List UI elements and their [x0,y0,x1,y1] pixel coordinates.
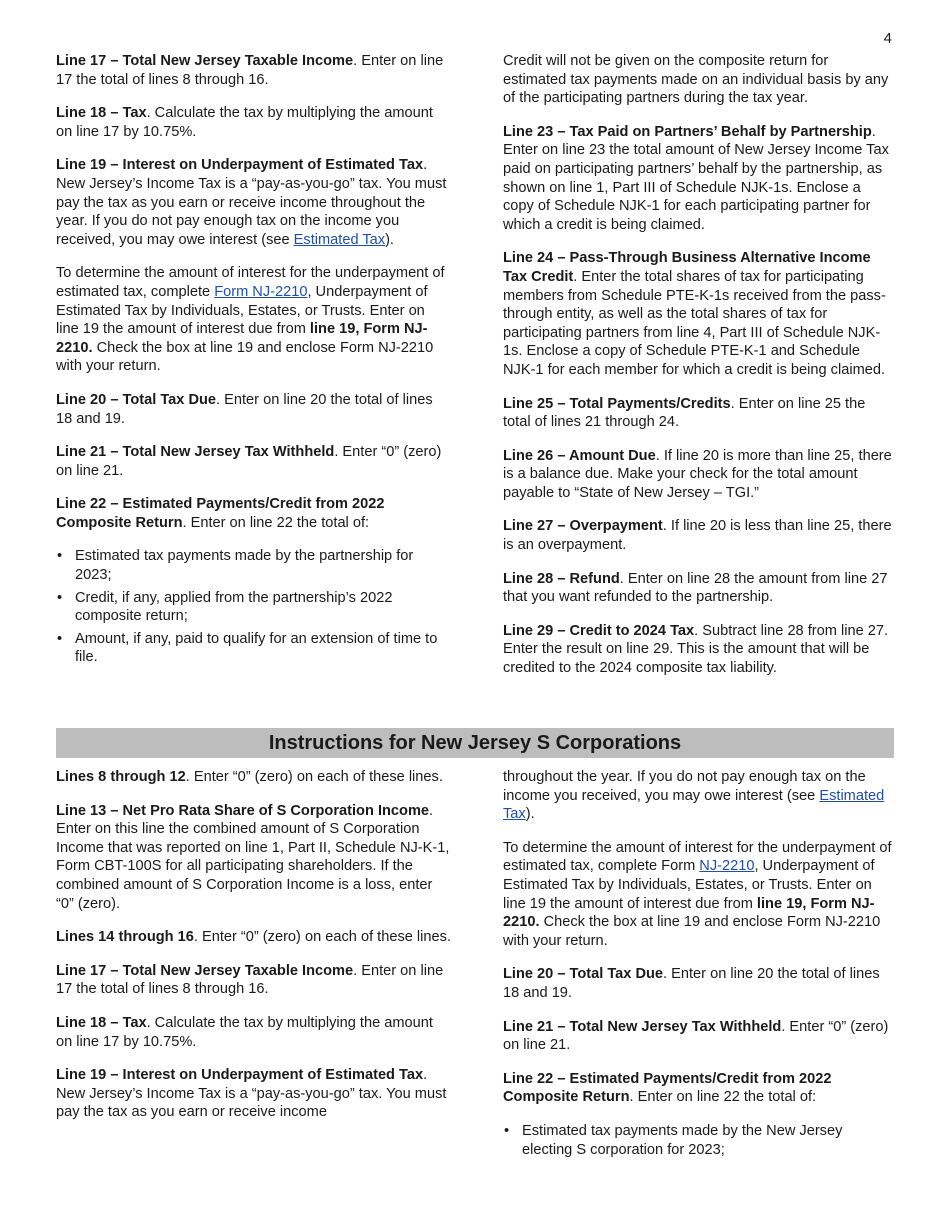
line-24-paragraph: Line 24 – Pass-Through Business Alternative Income Tax Credit. Enter the total shares of tax for participating members from Schedule PTE-K-1s received from the pass-through entity, as well as the total shares of tax for participating partners from line 4, Part III of Schedule NJK-1s. Enclose a copy of Schedule PTE-K-1 and Schedule NJK-1 for each member for which a credit is being claimed. [503,250,886,378]
partnership-right-column [503,52,895,693]
interest-paragraph: To determine the amount of interest for the underpayment of estimated tax, complete Form NJ-2210, Underpayment of Estimated Tax by Individuals, Estates, or Trusts. Enter on line 19 the amount of interest due from line 19, Form NJ-2210. Check the box at line 19 and enclose Form NJ-2210 with your return. [503,839,892,949]
line-22-bullet-list [503,1122,895,1159]
line-18-paragraph: Line 18 – Tax. Calculate the tax by multiplying the amount on line 17 by 10.75%. [56,105,433,140]
interest-paragraph: To determine the amount of interest for the underpayment of estimated tax, complete Form NJ-2210, Underpayment of Estimated Tax by Individuals, Estates, or Trusts. Enter on line 19 the amount of interest due from line 19, Form NJ-2210. Check the box at line 19 and enclose Form NJ-2210 with your return. [56,265,445,375]
lines-14-16-paragraph: Lines 14 through 16. Enter “0” (zero) on each of these lines. [56,929,451,946]
lines-8-12-paragraph: Lines 8 through 12. Enter “0” (zero) on each of these lines. [56,769,443,785]
line-28-paragraph: Line 28 – Refund. Enter on line 28 the amount from line 27 that you want refunded to the partnership. [503,570,888,606]
estimated-tax-link[interactable]: Estimated Tax [503,787,885,823]
line-17-paragraph: Line 17 – Total New Jersey Taxable Income. Enter on line 17 the total of lines 8 through 16. [56,53,444,88]
line-29-paragraph: Line 29 – Credit to 2024 Tax. Subtract line 28 from line 27. Enter the result on line 29. This is the amount that will be credited to the 2024 composite tax liability. [503,622,889,677]
nj-2210-link[interactable]: NJ-2210 [699,858,755,875]
line-13-paragraph: Line 13 – Net Pro Rata Share of S Corporation Income. Enter on this line the combined amount of S Corporation Income that was reported on line 1, Part II, Schedule NJ-K-1, Form CBT-100S for all participating shareholders. If the combined amount of S Corporation Income is a loss, enter “0” (zero). [56,802,450,912]
line-19-paragraph: Line 19 – Interest on Underpayment of Estimated Tax. New Jersey’s Income Tax is a “pay-as-you-go” tax. You must pay the tax as you earn or receive income throughout the year. If you do not pay enough tax on the income you received, you may owe interest (see Estimated Tax). [56,157,447,248]
scorp-left-column [56,768,451,1137]
scorp-right-column [503,768,895,1174]
list-item: • Credit, if any, applied from the partnership’s 2022 composite return; [56,589,451,626]
line-26-paragraph: Line 26 – Amount Due. If line 20 is more than line 25, there is a balance due. Make your check for the total amount payable to “State of New Jersey – TGI.” [503,447,892,501]
estimated-tax-link[interactable]: Estimated Tax [293,231,386,248]
line-18-paragraph: Line 18 – Tax. Calculate the tax by multiplying the amount on line 17 by 10.75%. [56,1014,433,1050]
page-number: 4 [883,30,892,47]
line-20-paragraph: Line 20 – Total Tax Due. Enter on line 20 the total of lines 18 and 19. [56,391,433,427]
line-20-paragraph: Line 20 – Total Tax Due. Enter on line 20 the total of lines 18 and 19. [503,966,880,1001]
line-19-paragraph: Line 19 – Interest on Underpayment of Estimated Tax. New Jersey’s Income Tax is a “pay-as-you-go” tax. You must pay the tax as you earn or receive income [56,1067,447,1121]
line-21-paragraph: Line 21 – Total New Jersey Tax Withheld. Enter “0” (zero) on line 21. [503,1018,889,1054]
form-nj-2210-link[interactable]: Form NJ-2210 [214,283,308,300]
partnership-left-column [56,52,451,682]
line-21-paragraph: Line 21 – Total New Jersey Tax Withheld. Enter “0” (zero) on line 21. [56,444,442,479]
credit-note-paragraph: Credit will not be given on the composite return for estimated tax payments made on an individual basis by any of the participating partners during the tax year. [503,53,889,107]
list-item: • Amount, if any, paid to qualify for an extension of time to file. [56,630,451,667]
line-25-paragraph: Line 25 – Total Payments/Credits. Enter on line 25 the total of lines 21 through 24. [503,395,866,431]
line-19-continued-paragraph: throughout the year. If you do not pay enough tax on the income you received, you may owe interest (see Estimated Tax). [503,769,885,823]
line-17-paragraph: Line 17 – Total New Jersey Taxable Income. Enter on line 17 the total of lines 8 through 16. [56,962,444,998]
line-22-paragraph: Line 22 – Estimated Payments/Credit from 2022 Composite Return. Enter on line 22 the total of: [503,1070,832,1106]
list-item: • Estimated tax payments made by the partnership for 2023; [56,547,451,584]
line-23-paragraph: Line 23 – Tax Paid on Partners’ Behalf by Partnership. Enter on line 23 the total amount of New Jersey Income Tax paid on participating partners’ behalf by the partnership, as shown on line 1, Part III of Schedule NJK-1s. Enclose a copy of Schedule NJK-1 for each participating partner for which a credit is being claimed. [503,123,889,233]
line-27-paragraph: Line 27 – Overpayment. If line 20 is less than line 25, there is an overpayment. [503,518,892,554]
section-heading-banner: Instructions for New Jersey S Corporations [56,728,894,758]
list-item: • Estimated tax payments made by the New Jersey electing S corporation for 2023; [503,1122,895,1159]
line-22-paragraph: Line 22 – Estimated Payments/Credit from 2022 Composite Return. Enter on line 22 the total of: [56,496,385,531]
line-22-bullet-list [56,547,451,667]
